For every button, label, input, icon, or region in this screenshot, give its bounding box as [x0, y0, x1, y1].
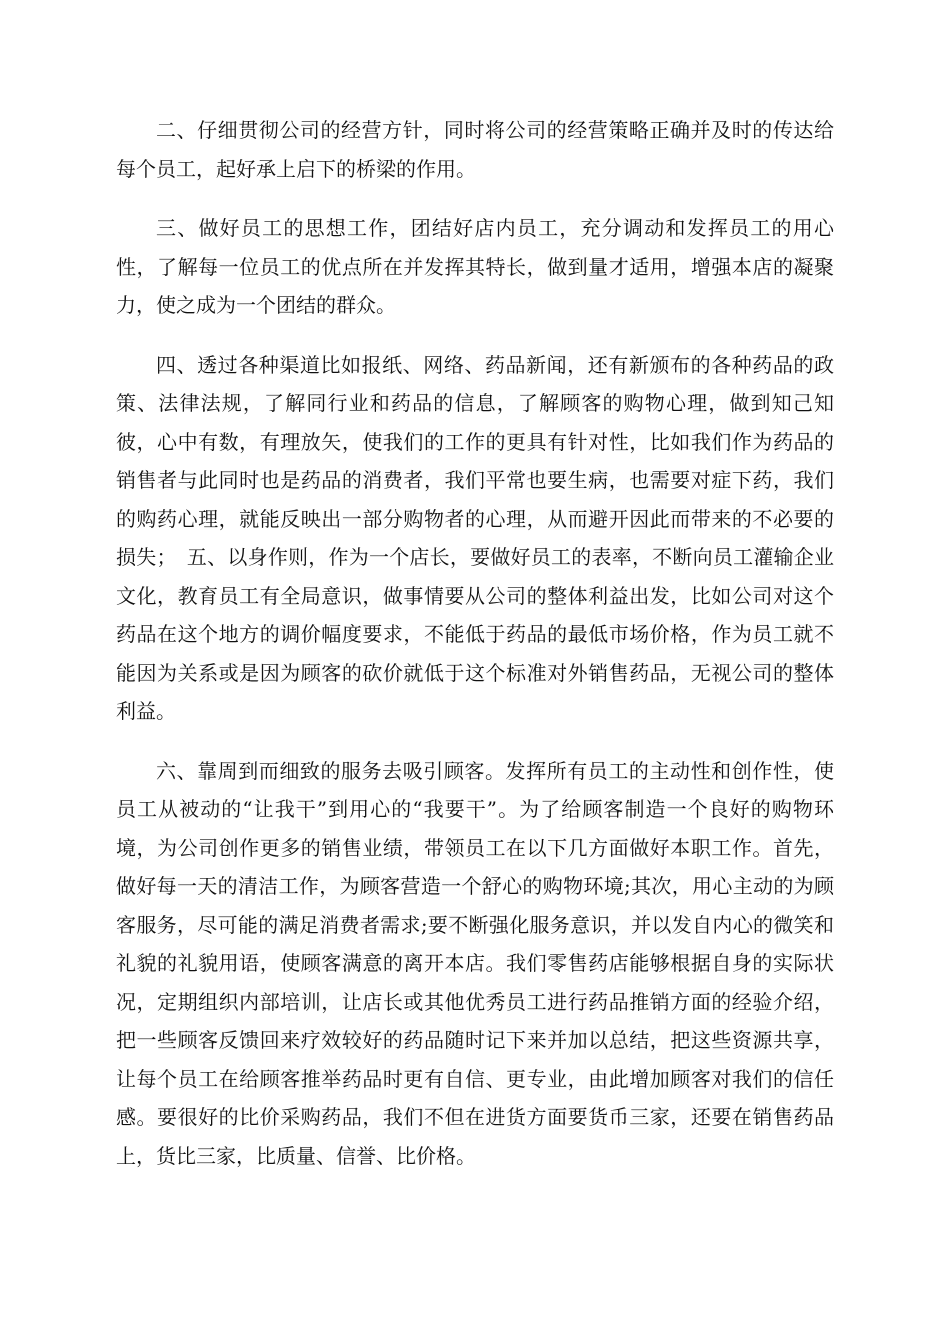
document-page	[116, 111, 834, 1196]
paragraph-4-5: 四、透过各种渠道比如报纸、网络、药品新闻，还有新颁布的各种药品的政策、法律法规，了解同行业和药品的信息，了解顾客的购物心理，做到知己知彼，心中有数，有理放矢，使我们的工作的更具有针对性，比如我们作为药品的销售者与此同时也是药品的消费者，我们平常也要生病，也需要对症下药，我们的购药心理，就能反映出一部分购物者的心理，从而避开因此而带来的不必要的损失； 五、以身作则，作为一个店长，要做好员工的表率，不断向员工灌输企业文化，教育员工有全局意识，做事情要从公司的整体利益出发，比如公司对这个药品在这个地方的调价幅度要求，不能低于药品的最低市场价格，作为员工就不能因为关系或是因为顾客的砍价就低于这个标准对外销售药品，无视公司的整体利益。	[116, 352, 834, 723]
paragraph-2: 二、仔细贯彻公司的经营方针，同时将公司的经营策略正确并及时的传达给每个员工，起好承上启下的桥梁的作用。	[116, 118, 834, 181]
paragraph-3: 三、做好员工的思想工作，团结好店内员工，充分调动和发挥员工的用心性，了解每一位员工的优点所在并发挥其特长，做到量才适用，增强本店的凝聚力，使之成为一个团结的群众。	[116, 216, 834, 317]
paragraph-6: 六、靠周到而细致的服务去吸引顾客。发挥所有员工的主动性和创作性，使员工从被动的“让我干”到用心的“我要干”。为了给顾客制造一个良好的购物环境，为公司创作更多的销售业绩，带领员工在以下几方面做好本职工作。首先，做好每一天的清洁工作，为顾客营造一个舒心的购物环境;其次，用心主动的为顾客服务，尽可能的满足消费者需求;要不断强化服务意识，并以发自内心的微笑和礼貌的礼貌用语，使顾客满意的离开本店。我们零售药店能够根据自身的实际状况，定期组织内部培训，让店长或其他优秀员工进行药品推销方面的经验介绍，把一些顾客反馈回来疗效较好的药品随时记下来并加以总结，把这些资源共享，让每个员工在给顾客推举药品时更有自信、更专业，由此增加顾客对我们的信任感。要很好的比价采购药品，我们不但在进货方面要货币三家，还要在销售药品上，货比三家，比质量、信誉、比价格。	[116, 758, 834, 1168]
